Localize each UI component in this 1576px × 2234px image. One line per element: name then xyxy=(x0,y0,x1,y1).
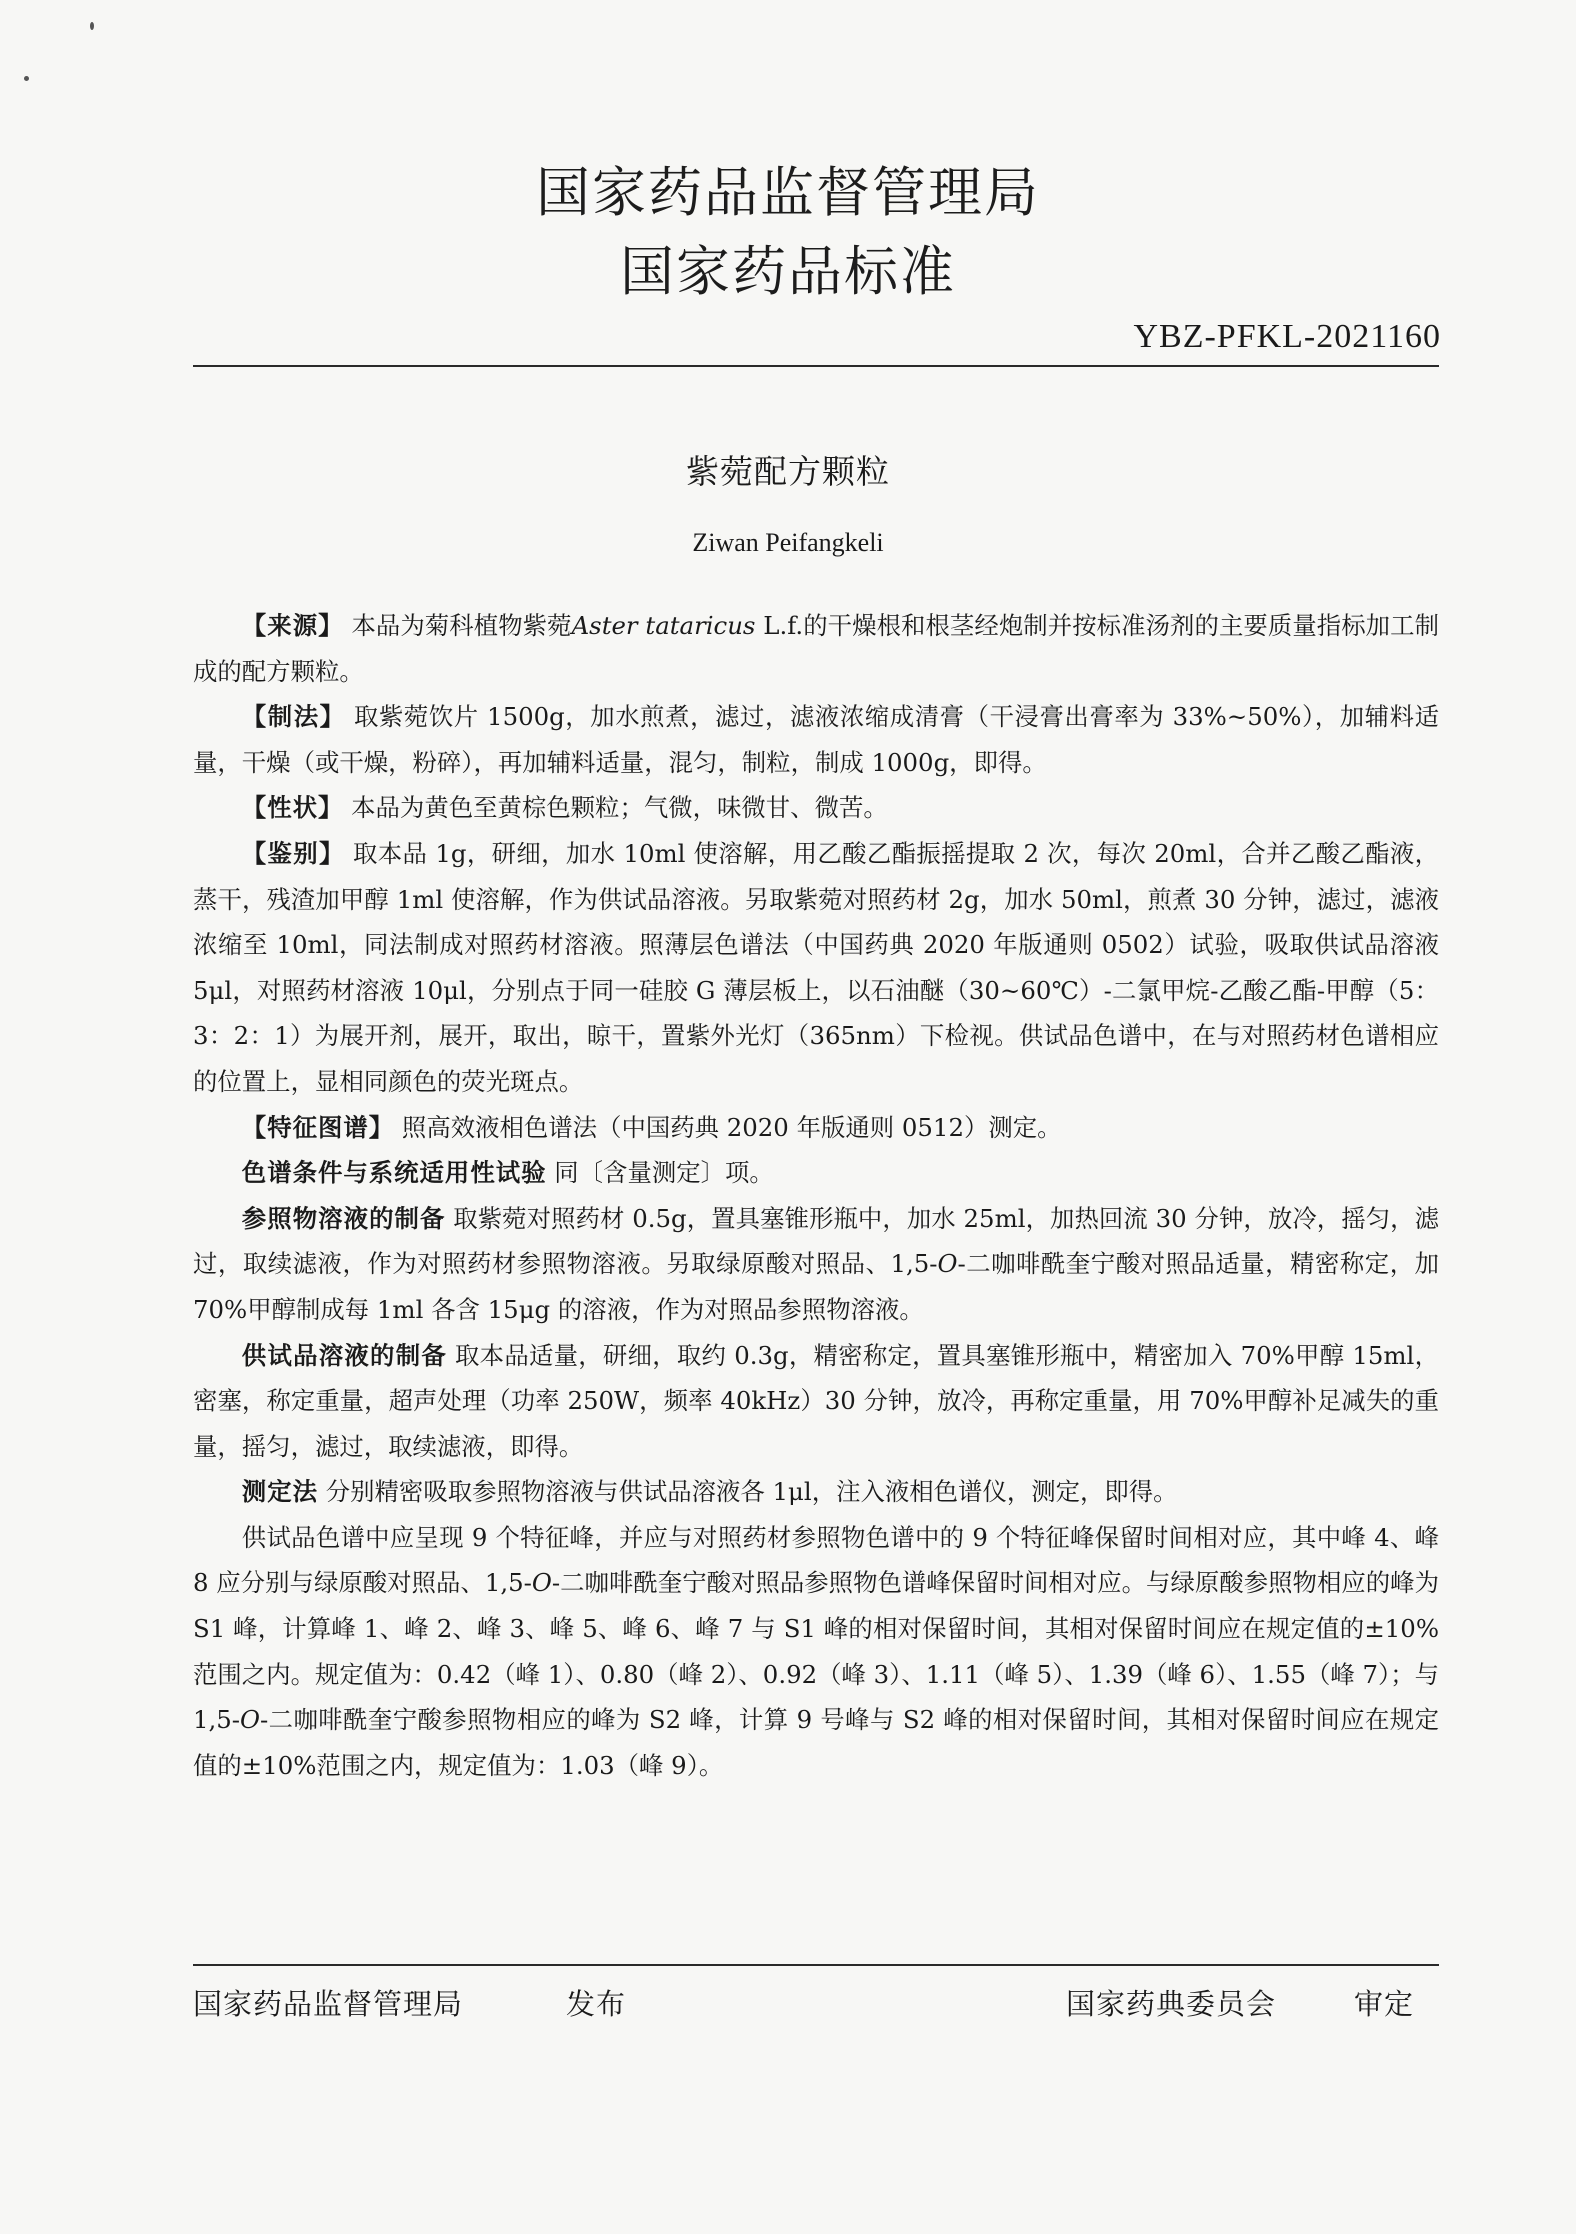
section-heading: 【性状】 xyxy=(241,793,344,823)
section-text: 取紫菀饮片 1500g，加水煎煮，滤过，滤液浓缩成清膏（干浸膏出膏率为 33%~50%），加辅料适量，干燥（或干燥，粉碎），再加辅料适量，混匀，制粒，制成 1000g，即得。 xyxy=(193,702,1439,777)
section-heading: 参照物溶液的制备 xyxy=(241,1203,446,1233)
agency-title: 国家药品监督管理局 xyxy=(536,161,1040,224)
section-character xyxy=(193,785,1439,831)
section-fingerprint xyxy=(193,1105,1439,1151)
italic-o: O xyxy=(240,1705,261,1735)
section-determination xyxy=(193,1469,1439,1515)
scan-speck xyxy=(24,76,29,81)
document-body xyxy=(193,603,1439,1788)
italic-o: O xyxy=(531,1568,552,1598)
section-text: L.f.的干燥根和根茎经炮制并按标准汤剂的主要质量指标加工制成的配方颗粒。 xyxy=(193,611,1439,686)
section-identification xyxy=(193,831,1439,1105)
section-text: 取本品适量，研细，取约 0.3g，精密称定，置具塞锥形瓶中，精密加入 70%甲醇 15ml，密塞，称定重量，超声处理（功率 250W，频率 40kHz）30 分钟，放冷，再称定重量，用 70%甲醇补足减失的重量，摇匀，滤过，取续滤液，即得。 xyxy=(193,1340,1439,1461)
footer-rule xyxy=(193,1964,1439,1966)
section-test-solution xyxy=(193,1333,1439,1470)
section-text: 本品为黄色至黄棕色颗粒；气微，味微甘、微苦。 xyxy=(351,793,888,823)
standard-type-title: 国家药品标准 xyxy=(620,240,956,303)
section-text: -二咖啡酰奎宁酸对照品适量，精密称定，加 70%甲醇制成每 1ml 各含 15μg 的溶液，作为对照品参照物溶液。 xyxy=(193,1249,1439,1324)
footer-issue-label: 发布 xyxy=(566,1987,627,2021)
section-text: 本品为菊科植物紫菀 xyxy=(351,611,572,640)
section-heading: 【来源】 xyxy=(241,611,344,640)
section-heading: 【特征图谱】 xyxy=(241,1112,395,1142)
section-text: 同〔含量测定〕项。 xyxy=(554,1158,774,1188)
section-chromatographic-conditions xyxy=(193,1150,1439,1196)
scan-speck xyxy=(90,22,94,30)
section-peaks xyxy=(193,1515,1439,1789)
header-rule xyxy=(193,365,1439,367)
section-preparation xyxy=(193,694,1439,785)
section-text: 取本品 1g，研细，加水 10ml 使溶解，用乙酸乙酯振摇提取 2 次，每次 20ml，合并乙酸乙酯液，蒸干，残渣加甲醇 1ml 使溶解，作为供试品溶液。另取紫菀对照药材 2g，加水 50ml，煎煮 30 分钟，滤过，滤液浓缩至 10ml，同法制成对照药材溶液。照薄层色谱法（中国药典 2020 年版通则 0502）试验，吸取供试品溶液 5μl，对照药材溶液 10μl，分别点于同一硅胶 G 薄层板上，以石油醚（30~60℃）-二氯甲烷-乙酸乙酯-甲醇（5：3：2：1）为展开剂，展开，取出，晾干，置紫外光灯（365nm）下检视。供试品色谱中，在与对照药材色谱相应的位置上，显相同颜色的荧光斑点。 xyxy=(193,838,1440,1096)
section-heading: 色谱条件与系统适用性试验 xyxy=(241,1158,547,1188)
standard-number: YBZ-PFKL-2021160 xyxy=(1133,318,1441,355)
section-text: -二咖啡酰奎宁酸对照品参照物色谱峰保留时间相对应。与绿原酸参照物相应的峰为 S1 峰，计算峰 1、峰 2、峰 3、峰 5、峰 6、峰 7 与 S1 峰的相对保留时间，其相对保留时间应在规定值的±10%范围之内。规定值为：0.42（峰 1）、0.80（峰 2）、0.92（峰 3）、1.11（峰 5）、1.39（峰 6）、1.55（峰 7）；与 1,5- xyxy=(193,1568,1439,1735)
section-heading: 【鉴别】 xyxy=(241,838,345,868)
section-text: -二咖啡酰奎宁酸参照物相应的峰为 S2 峰，计算 9 号峰与 S2 峰的相对保留时间，其相对保留时间应在规定值的±10%范围之内，规定值为：1.03（峰 9）。 xyxy=(193,1705,1439,1780)
section-heading: 测定法 xyxy=(241,1477,318,1507)
section-text: 取紫菀对照药材 0.5g，置具塞锥形瓶中，加水 25ml，加热回流 30 分钟，放冷，摇匀，滤过，取续滤液，作为对照药材参照物溶液。另取绿原酸对照品、1,5- xyxy=(193,1203,1439,1279)
section-text: 分别精密吸取参照物溶液与供试品溶液各 1μl，注入液相色谱仪，测定，即得。 xyxy=(325,1477,1178,1507)
latin-name: Aster tataricus xyxy=(571,611,756,640)
footer-reviewer: 国家药典委员会 xyxy=(1066,1987,1277,2021)
document-pinyin-title: Ziwan Peifangkeli xyxy=(692,528,884,557)
section-text: 照高效液相色谱法（中国药典 2020 年版通则 0512）测定。 xyxy=(401,1112,1062,1142)
section-source xyxy=(193,603,1439,694)
document-title: 紫菀配方颗粒 xyxy=(686,452,890,491)
section-reference-solution xyxy=(193,1196,1439,1333)
section-text: 供试品色谱中应呈现 9 个特征峰，并应与对照药材参照物色谱中的 9 个特征峰保留时间相对应，其中峰 4、峰 8 应分别与绿原酸对照品、1,5- xyxy=(193,1522,1439,1598)
section-heading: 供试品溶液的制备 xyxy=(241,1340,448,1370)
section-heading: 【制法】 xyxy=(241,702,346,732)
footer-review-label: 审定 xyxy=(1354,1987,1415,2021)
italic-o: O xyxy=(937,1249,958,1279)
footer-issuer: 国家药品监督管理局 xyxy=(193,1987,464,2021)
